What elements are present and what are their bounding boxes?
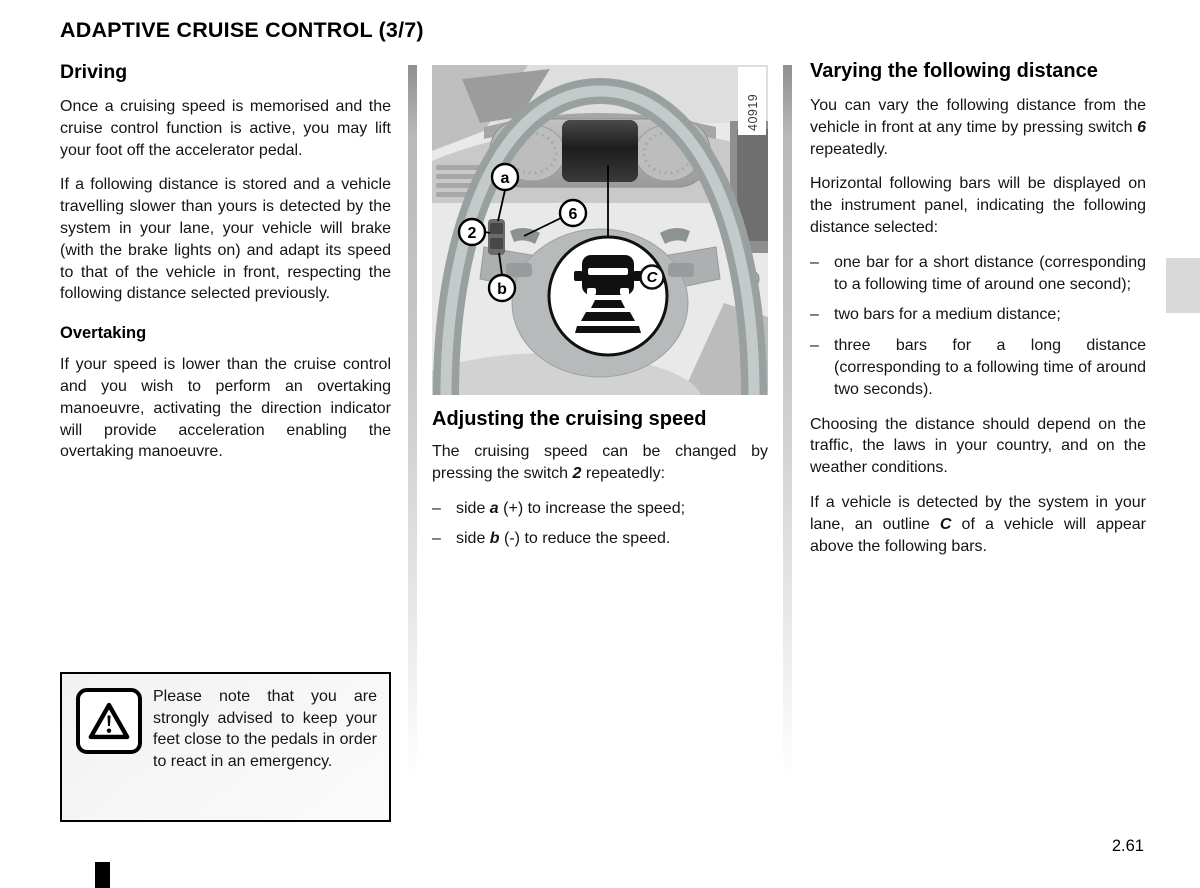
overtaking-paragraph: If your speed is lower than the cruise control and you wish to perform an overtaking manoeuvre, activating the direction indicator will provide acceleration enabling the overtaking manoeuvre. [60,356,391,461]
list-item: – side b (-) to reduce the speed. [432,530,671,548]
varying-distance-paragraph-3: Choosing the distance should depend on the traffic, the laws in your country, and on the weather conditions. [810,415,1146,477]
warning-triangle-icon [76,688,142,754]
list-item: – one bar for a short distance (corresponding to a following time of around one second); [810,253,1146,293]
middle-column [432,65,768,559]
list-item: – two bars for a medium distance; [810,306,1061,324]
page-number: 2.61 [1111,837,1144,855]
print-registration-mark [95,862,110,888]
column-divider [783,65,792,780]
warning-box [60,672,391,822]
overtaking-heading: Overtaking [60,324,147,343]
photo-reference-number: 40919 [746,93,760,131]
switch-2-reference: 2 [572,464,582,482]
varying-distance-heading: Varying the following distance [810,60,1098,82]
driving-heading: Driving [60,61,128,83]
following-distance-icon [549,237,667,355]
column-divider [408,65,417,780]
varying-distance-paragraph-2: Horizontal following bars will be displayed on the instrument panel, indicating the following distance selected: [810,175,1146,236]
right-column [810,58,1146,570]
varying-distance-paragraph-1: You can vary the following distance from the vehicle in front at any time by pressing switch 6 repeatedly. [810,97,1146,158]
cruise-control-switch [488,219,505,255]
driving-paragraph-2: If a following distance is stored and a vehicle travelling slower than yours is detected by the system in your lane, your vehicle will brake (with the brake lights on) and adapt its speed to that of the vehicle in front, respecting the following distance selected previously. [60,176,391,303]
callout-c-label: C [646,269,658,286]
warning-text: Please note that you are strongly advised to keep your feet close to the pedals in order to react in an emergency. [153,688,377,770]
instrument-display [562,120,638,182]
outline-c-reference: C [939,515,952,533]
callout-a-label: a [500,170,510,187]
side-a-reference: a [489,499,499,517]
section-edge-tab [1166,258,1200,313]
steering-wheel-illustration [432,65,768,395]
adjusting-speed-heading: Adjusting the cruising speed [432,408,707,430]
varying-distance-paragraph-4: If a vehicle is detected by the system in your lane, an outline C of a vehicle will appear above the following bars. [810,493,1146,555]
callout-2-label: 2 [467,225,477,242]
driving-paragraph-1: Once a cruising speed is memorised and the cruise control function is active, you may lift your foot off the accelerator pedal. [60,98,391,159]
page-title: ADAPTIVE CRUISE CONTROL (3/7) [60,18,424,42]
steering-wheel-figure [432,65,768,395]
list-item: – three bars for a long distance (corresponding to a following time of around two seconds). [810,337,1146,398]
callout-6-label: 6 [568,206,578,223]
side-b-reference: b [489,530,500,548]
adjusting-speed-intro: The cruising speed can be changed by pressing the switch 2 repeatedly: [432,443,768,482]
callout-b-label: b [497,281,507,298]
left-column [60,60,391,476]
switch-6-reference: 6 [1137,118,1146,136]
list-item: – side a (+) to increase the speed; [432,499,686,517]
